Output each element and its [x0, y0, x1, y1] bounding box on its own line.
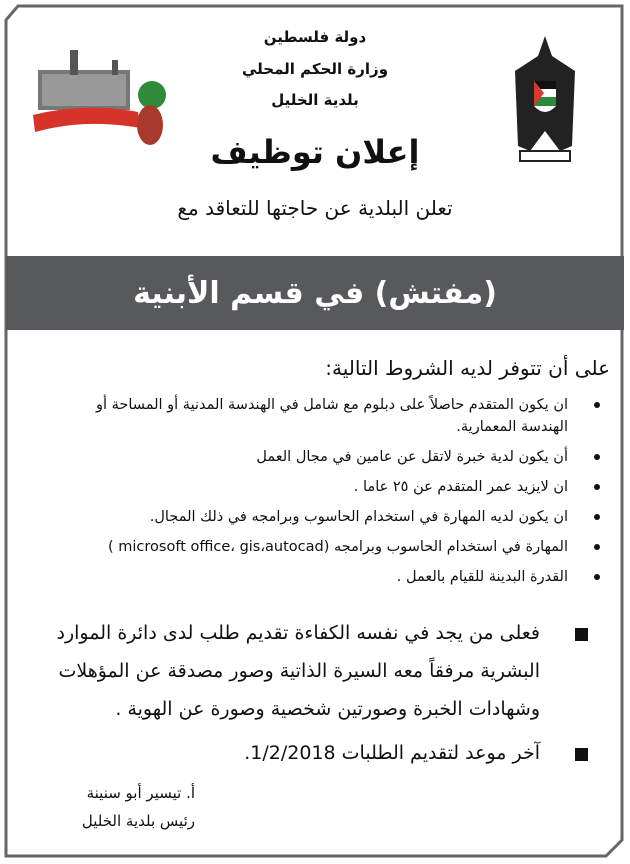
condition-item: القدرة البدينة للقيام بالعمل . [45, 566, 605, 588]
signature-role: رئيس بلدية الخليل [81, 812, 195, 830]
subtitle: تعلن البلدية عن حاجتها للتعاقد مع [177, 196, 453, 220]
conditions-heading: على أن تتوفر لديه الشروط التالية: [325, 356, 610, 380]
header-state: دولة فلسطين [263, 28, 367, 46]
condition-item: المهارة في استخدام الحاسوب وبرامجه (microsoft office، gis،autocad ) [45, 536, 605, 558]
signature-name: أ. تيسير أبو سنينة [86, 784, 195, 802]
header-ministry: وزارة الحكم المحلي [241, 60, 389, 78]
deadline-paragraph [40, 734, 600, 772]
position-banner [6, 256, 624, 330]
application-text: فعلى من يجد في نفسه الكفاءة تقديم طلب لدى دائرة الموارد البشرية مرفقاً معه السيرة الذاتية وصور مصدقة عن المؤهلات وشهادات الخبرة وصورتين شخصية وصورة عن الهوية . [56, 622, 540, 720]
condition-item: ان يكون المتقدم حاصلاً على دبلوم مع شامل في الهندسة المدنية أو المساحة أو الهندسة المعمارية. [45, 394, 605, 438]
square-bullet-icon [575, 748, 588, 761]
header-municipality: بلدية الخليل [271, 91, 359, 109]
condition-item: ان يكون لديه المهارة في استخدام الحاسوب وبرامجه في ذلك المجال. [45, 506, 605, 528]
condition-item: أن يكون لدية خبرة لاتقل عن عامين في مجال العمل [45, 446, 605, 468]
condition-item: ان لايزيد عمر المتقدم عن ٢٥ عاما . [45, 476, 605, 498]
application-paragraph [40, 614, 600, 728]
position-title: (مفتش) في قسم الأبنية [133, 275, 497, 311]
deadline-text: آخر موعد لتقديم الطلبات 1/2/2018. [244, 742, 540, 764]
square-bullet-icon [575, 628, 588, 641]
conditions-list [45, 394, 605, 596]
page-title: إعلان توظيف [210, 133, 420, 171]
